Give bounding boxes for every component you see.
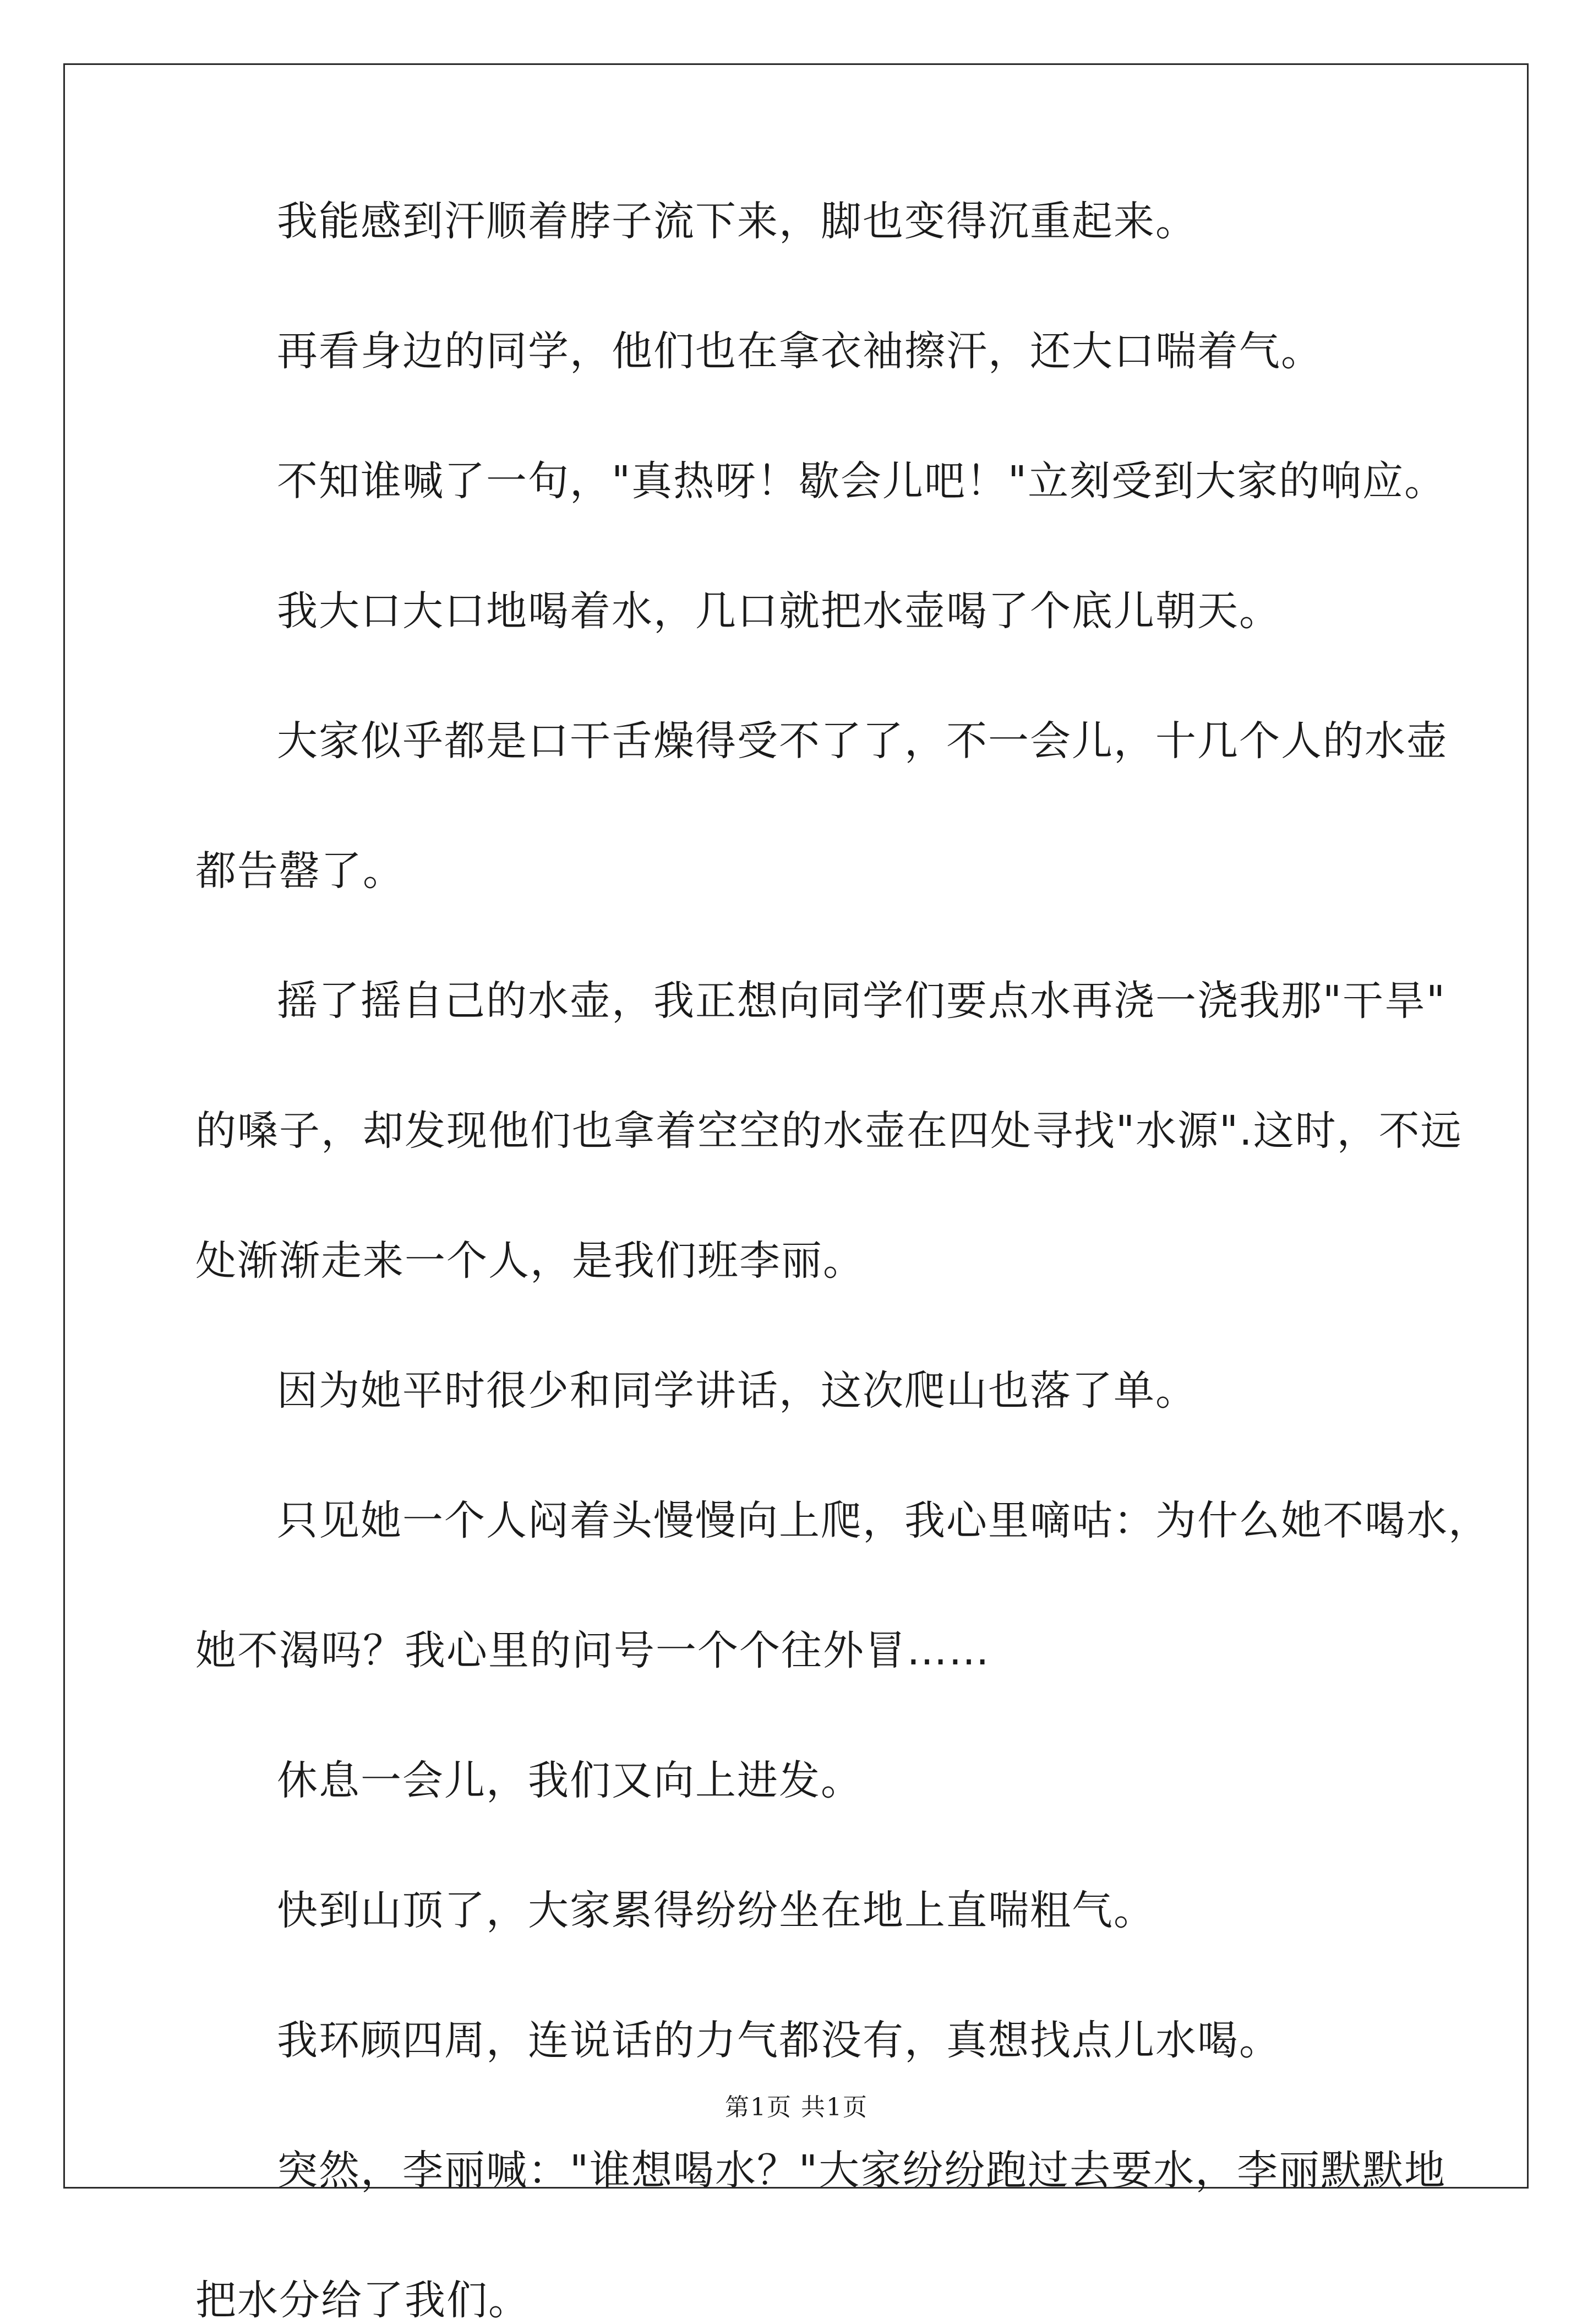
paragraph-line: 的嗓子，却发现他们也拿着空空的水壶在四处寻找"水源".这时，不远 — [195, 1107, 1463, 1155]
paragraph-line: 我大口大口地喝着水，几口就把水壶喝了个底儿朝天。 — [277, 587, 1281, 635]
paragraph-line: 再看身边的同学，他们也在拿衣袖擦汗，还大口喘着气。 — [277, 328, 1323, 375]
paragraph-line: 把水分给了我们。 — [195, 2277, 530, 2324]
paragraph-line: 只见她一个人闷着头慢慢向上爬，我心里嘀咕：为什么她不喝水， — [277, 1497, 1490, 1544]
paragraph-line: 处渐渐走来一个人，是我们班李丽。 — [195, 1237, 865, 1285]
paragraph-line: 快到山顶了，大家累得纷纷坐在地上直喘粗气。 — [277, 1887, 1155, 1934]
paragraph-line: 摇了摇自己的水壶，我正想向同学们要点水再浇一浇我那"干旱" — [277, 977, 1447, 1025]
paragraph-line: 突然，李丽喊："谁想喝水？"大家纷纷跑过去要水，李丽默默地 — [277, 2147, 1447, 2194]
paragraph-line: 因为她平时很少和同学讲话，这次爬山也落了单。 — [277, 1367, 1197, 1414]
page-footer: 第1页 共1页 — [725, 2093, 868, 2121]
paragraph-line: 都告罄了。 — [195, 847, 405, 895]
paragraph-line: 我环顾四周，连说话的力气都没有，真想找点儿水喝。 — [277, 2017, 1281, 2064]
paragraph-line: 她不渴吗？我心里的问号一个个往外冒…… — [195, 1627, 990, 1674]
paragraph-line: 大家似乎都是口干舌燥得受不了了，不一会儿，十几个人的水壶 — [277, 717, 1448, 765]
paragraph-line: 我能感到汗顺着脖子流下来，脚也变得沉重起来。 — [277, 198, 1197, 245]
paragraph-line: 休息一会儿，我们又向上进发。 — [277, 1757, 863, 1804]
paragraph-line: 不知谁喊了一句，"真热呀！歇会儿吧！"立刻受到大家的响应。 — [277, 458, 1447, 505]
